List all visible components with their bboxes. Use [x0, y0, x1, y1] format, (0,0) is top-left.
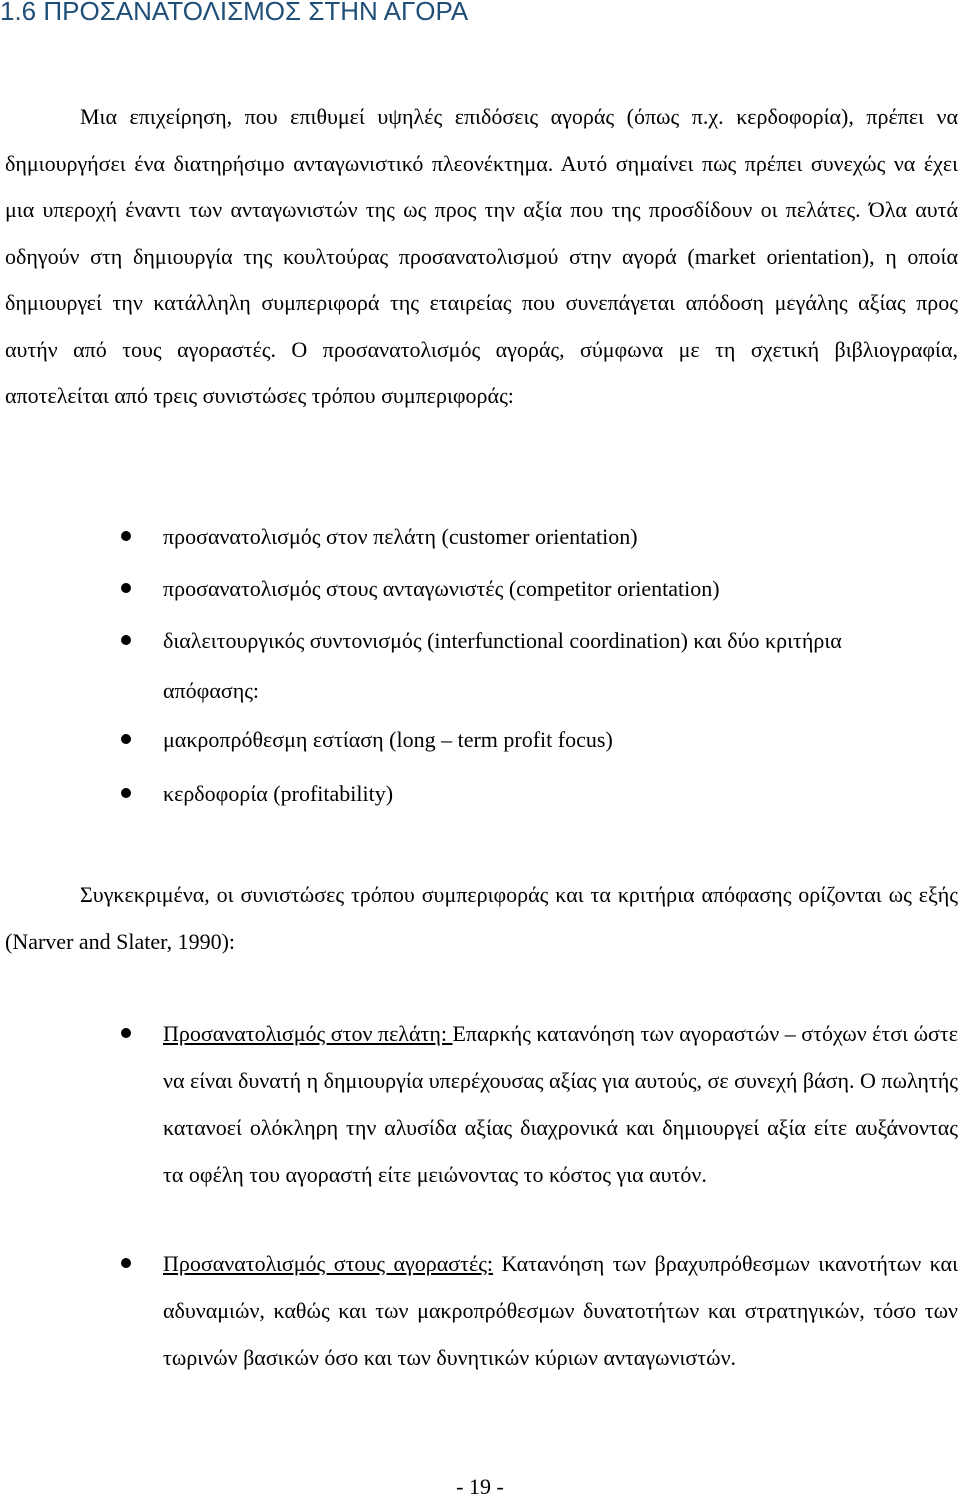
- definition-item-customer: [163, 1010, 958, 1198]
- bullet-icon: [121, 531, 131, 541]
- bullet-icon: [121, 788, 131, 798]
- intro-paragraph: [5, 94, 958, 420]
- bullet-icon: [121, 1258, 131, 1268]
- bullet-icon: [121, 635, 131, 645]
- component-item: [163, 512, 943, 562]
- component-item: [163, 564, 943, 614]
- component-text: προσανατολισμός στον πελάτη (customer orientation): [163, 524, 638, 549]
- definition-term: Προσανατολισμός στον πελάτη:: [163, 1021, 453, 1046]
- component-text: κερδοφορία (profitability): [163, 781, 394, 806]
- intro-paragraph-text: Μια επιχείρηση, που επιθυμεί υψηλές επιδόσεις αγοράς (όπως π.χ. κερδοφορία), πρέπει να δημιουργήσει ένα διατηρήσιμο ανταγωνιστικό πλεονέκτημα. Αυτό σημαίνει πως πρέπει συνεχώς να έχει μια υπεροχή έναντι των ανταγωνιστών της ως προς την αξία που της προσδίδουν οι πελάτες. Όλα αυτά οδηγούν στη δημιουργία της κουλτούρας προσανατολισμού στην αγορά (market orientation), η οποία δημιουργεί την κατάλληλη συμπεριφορά της εταιρείας που συνεπάγεται απόδοση μεγάλης αξίας προς αυτήν από τους αγοραστές. Ο προσανατολισμός αγοράς, σύμφωνα με τη σχετική βιβλιογραφία, αποτελείται από τρεις συνιστώσες τρόπου συμπεριφοράς:: [5, 104, 958, 408]
- definition-term: Προσανατολισμός στους αγοραστές:: [163, 1251, 494, 1276]
- page-number: - 19 -: [456, 1474, 504, 1499]
- bullet-icon: [121, 583, 131, 593]
- definitions-intro-text: Συγκεκριμένα, οι συνιστώσες τρόπου συμπεριφοράς και τα κριτήρια απόφασης ορίζονται ως εξής (Narver and Slater, 1990):: [5, 882, 958, 954]
- definition-text: Επαρκής κατανόηση των αγοραστών – στόχων έτσι ώστε να είναι δυνατή η δημιουργία υπερέχουσας αξίας για αυτούς, σε συνεχή βάση. Ο πωλητής κατανοεί ολόκληρη την αλυσίδα αξίας διαχρονικά και δημιουργεί αξία είτε αυξάνοντας τα οφέλη του αγοραστή είτε μειώνοντας το κόστος για αυτόν.: [163, 1021, 958, 1187]
- component-item: [163, 715, 943, 765]
- component-text: διαλειτουργικός συντονισμός (interfunctional coordination) και δύο κριτήρια απόφασης:: [163, 628, 842, 703]
- bullet-icon: [121, 734, 131, 744]
- definition-item-competitor: [163, 1240, 958, 1381]
- definitions-intro: [5, 872, 958, 965]
- bullet-icon: [121, 1028, 131, 1038]
- definition-text: Κατανόηση των βραχυπρόθεσμων ικανοτήτων και αδυναμιών, καθώς και των μακροπρόθεσμων δυνατοτήτων και στρατηγικών, τόσο των τωρινών βασικών όσο και των δυνητικών κύριων ανταγωνιστών.: [163, 1251, 959, 1370]
- component-text: προσανατολισμός στους ανταγωνιστές (competitor orientation): [163, 576, 720, 601]
- component-text: μακροπρόθεσμη εστίαση (long – term profit focus): [163, 727, 613, 752]
- section-heading: 1.6 ΠΡΟΣΑΝΑΤΟΛΙΣΜΟΣ ΣΤΗΝ ΑΓΟΡΑ: [0, 0, 469, 26]
- component-item: [163, 616, 943, 716]
- component-item: [163, 769, 943, 819]
